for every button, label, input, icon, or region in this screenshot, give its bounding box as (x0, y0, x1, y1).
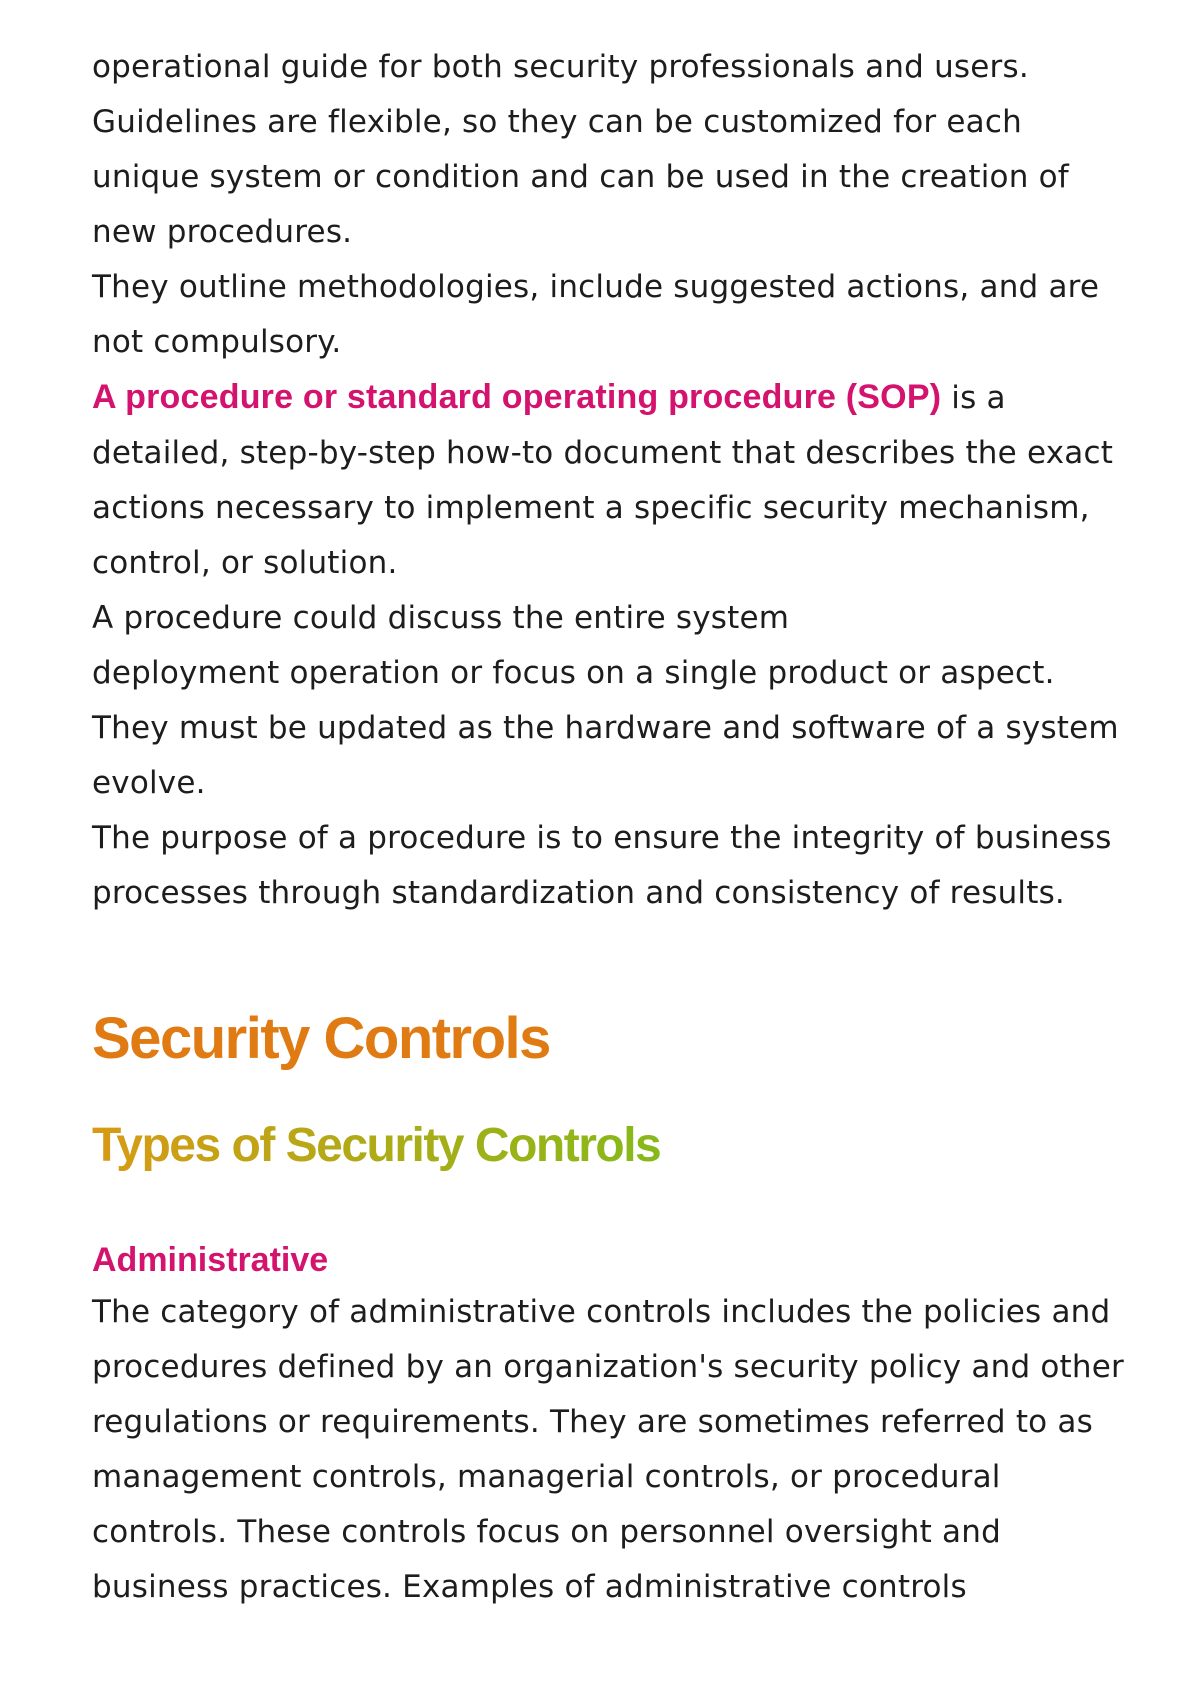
administrative-section (92, 1285, 1132, 1615)
heading-security-controls: Security Controls (92, 1006, 550, 1071)
paragraph-administrative-category: The category of administrative controls includes the policies and procedures defined by an organization's security policy and other (92, 1294, 1124, 1385)
sop-definition-text: is a detailed, step-by-step how-to document that describes the exact actions necessary to implement a specific security mechanism, control, or solution. (92, 380, 1114, 581)
paragraph-administrative-details: regulations or requirements. They are sometimes referred to as management controls, managerial controls, or procedural controls. These controls focus on personnel oversight and business practices. Examples of administrative controls (92, 1404, 1093, 1605)
paragraph-guidelines-flexible: Guidelines are flexible, so they can be customized for each unique system or condition and can be used in the creation of new procedures. (92, 104, 1069, 250)
sop-term: A procedure or standard operating procedure (SOP) (92, 378, 942, 416)
paragraph-sop-definition (92, 370, 1132, 591)
heading-administrative: Administrative (92, 1241, 329, 1279)
paragraph-procedure-updates: They must be updated as the hardware and software of a system evolve. (92, 710, 1119, 801)
paragraph-procedure-scope (92, 591, 1132, 701)
procedure-scope-line-1: A procedure could discuss the entire system (92, 600, 790, 636)
paragraph-guide-audience: operational guide for both security professionals and users. (92, 49, 1029, 85)
document-page (92, 40, 1132, 1605)
paragraph-procedure-purpose: The purpose of a procedure is to ensure the integrity of business processes through standardization and consistency of results. (92, 820, 1112, 911)
intro-section (92, 40, 1132, 921)
procedure-scope-line-2: deployment operation or focus on a single product or aspect. (92, 655, 1055, 691)
heading-types-of-security-controls: Types of Security Controls (92, 1116, 660, 1176)
paragraph-guidelines-methodologies: They outline methodologies, include suggested actions, and are not compulsory. (92, 269, 1100, 360)
